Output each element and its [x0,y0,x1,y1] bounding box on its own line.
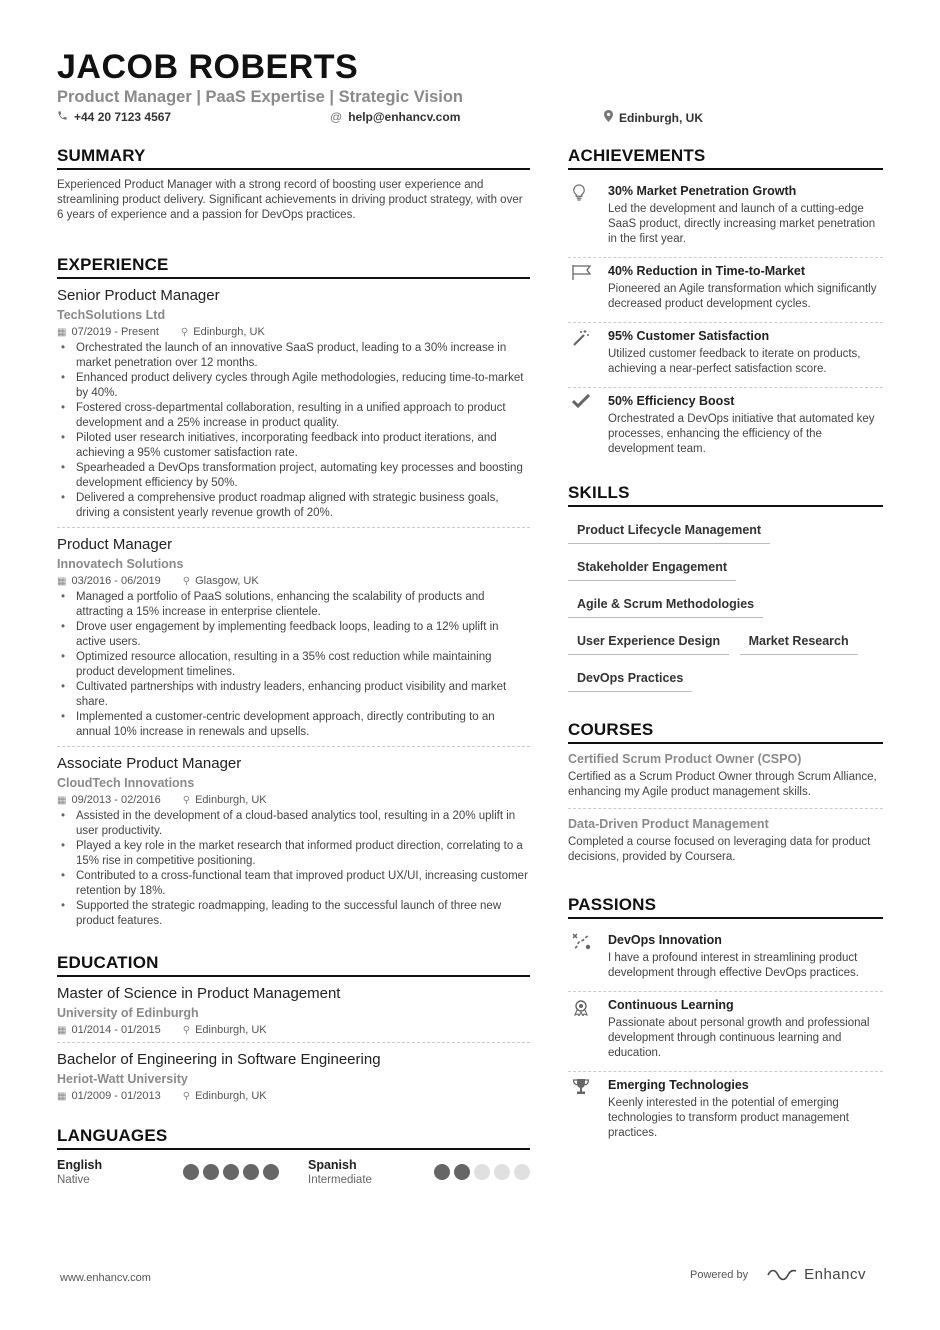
job-location: Glasgow, UK [195,575,259,587]
job-entry [57,287,530,528]
job-location: Edinburgh, UK [195,794,267,806]
job-meta [57,575,530,587]
passion-title: Continuous Learning [608,998,734,1012]
rating-dot [223,1164,239,1180]
job-title: Associate Product Manager [57,755,242,772]
skill-tag: Stakeholder Engagement [568,552,736,581]
job-title: Senior Product Manager [57,287,220,304]
skill-tag: User Experience Design [568,626,729,655]
location-text: Edinburgh, UK [619,110,703,125]
school-name: University of Edinburgh [57,1006,199,1020]
education-meta [57,1024,530,1036]
magic-wand-icon [568,329,608,377]
powered-by-label: Powered by [690,1268,749,1281]
course-desc: Completed a course focused on leveraging data for product decisions, provided by Coursera. [568,836,871,863]
summary-heading: SUMMARY [57,146,530,170]
education-entry [57,1051,530,1108]
passions-section [568,895,883,1151]
contact-location [604,110,703,125]
course-title: Certified Scrum Product Owner (CSPO) [568,752,802,766]
achievement-title: 95% Customer Satisfaction [608,329,770,343]
calendar-icon: ▦ [57,1091,67,1102]
language-level: Intermediate [308,1174,372,1186]
languages-section [57,1126,530,1186]
achievement-item [568,388,883,467]
job-bullet: • Played a key role in the market research that informed product direction, correlating to a 15% rise in competitive positioning. [57,839,530,869]
skill-tag: Agile & Scrum Methodologies [568,589,763,618]
job-bullet: • Implemented a customer-centric development approach, directly contributing to an annual 10% increase in renewals and upsells. [57,710,530,740]
skills-section [568,483,883,700]
school-name: Heriot-Watt University [57,1072,188,1086]
passion-title: DevOps Innovation [608,933,722,947]
job-bullet: • Contributed to a cross-functional team that improved product UX/UI, increasing customer retention by 18%. [57,869,530,899]
education-heading: EDUCATION [57,953,530,977]
passion-desc: I have a profound interest in streamlining product development through effective DevOps practices. [608,952,860,979]
degree-title: Bachelor of Engineering in Software Engineering [57,1051,381,1068]
education-entry [57,985,530,1043]
left-column [57,146,530,1186]
job-bullets [57,590,530,740]
language-entry [308,1158,530,1186]
job-location: Edinburgh, UK [193,326,265,338]
calendar-icon: ▦ [57,327,67,338]
skills-list [568,515,883,700]
location-pin-icon: ⚲ [182,1025,191,1036]
job-bullet: • Delivered a comprehensive product roadmap aligned with strategic business goals, driving a consistent yearly revenue growth of 20%. [57,491,530,521]
language-rating [434,1164,530,1180]
job-bullets [57,341,530,521]
trophy-icon [568,1078,608,1141]
skill-tag: DevOps Practices [568,663,692,692]
languages-heading: LANGUAGES [57,1126,530,1150]
email-address: help@enhancv.com [348,110,461,124]
achievements-section [568,146,883,467]
at-icon: @ [330,110,343,124]
language-level: Native [57,1174,90,1186]
experience-section [57,255,530,935]
job-bullet: • Drove user engagement by implementing feedback loops, leading to a 12% uplift in active users. [57,620,530,650]
rating-dot [474,1164,490,1180]
job-entry [57,536,530,747]
job-dates: 09/2013 - 02/2016 [71,794,161,806]
course-entry [568,752,883,809]
location-pin-icon: ⚲ [180,327,189,338]
language-rating [183,1164,279,1180]
contact-email[interactable] [330,110,460,124]
summary-section [57,146,530,223]
rating-dot [203,1164,219,1180]
job-bullet: • Assisted in the development of a cloud-based analytics tool, resulting in a 20% uplift in user productivity. [57,809,530,839]
skill-tag: Product Lifecycle Management [568,515,770,544]
education-dates: 01/2014 - 01/2015 [71,1024,161,1036]
language-entry [57,1158,279,1186]
achievement-title: 50% Efficiency Boost [608,394,735,408]
courses-heading: COURSES [568,720,883,744]
rating-dot [494,1164,510,1180]
achievement-item [568,178,883,258]
location-pin-icon: ⚲ [182,576,191,587]
rating-dot [183,1164,199,1180]
footer-branding [690,1266,866,1283]
achievement-desc: Led the development and launch of a cutting-edge SaaS product, directly increasing market penetration in the first year. [608,203,876,245]
passions-heading: PASSIONS [568,895,883,919]
job-company: TechSolutions Ltd [57,308,166,322]
achievement-desc: Pioneered an Agile transformation which significantly decreased product development cycles. [608,283,877,310]
right-column [568,146,883,1151]
brand-name: Enhancv [804,1266,866,1283]
enhancv-logo-icon [766,1267,798,1283]
achievement-item [568,258,883,323]
location-pin-icon [604,110,613,125]
skill-tag: Market Research [740,626,858,655]
achievement-item [568,323,883,388]
passion-desc: Passionate about personal growth and professional development through continuous learning and education. [608,1017,870,1059]
route-icon [568,933,608,981]
medal-icon [568,998,608,1061]
course-title: Data-Driven Product Management [568,817,769,831]
rating-dot [243,1164,259,1180]
phone-number: +44 20 7123 4567 [74,110,172,124]
candidate-name: JACOB ROBERTS [57,48,359,86]
contact-phone[interactable] [57,110,171,124]
job-meta [57,794,530,806]
job-bullet: • Fostered cross-departmental collaboration, resulting in a unified approach to product development and a 25% increase in product quality. [57,401,530,431]
calendar-icon: ▦ [57,576,67,587]
achievement-desc: Utilized customer feedback to iterate on products, achieving a near-perfect satisfaction score. [608,348,861,375]
brand-logo[interactable] [766,1266,866,1283]
education-dates: 01/2009 - 01/2013 [71,1090,161,1102]
experience-heading: EXPERIENCE [57,255,530,279]
location-pin-icon: ⚲ [182,1091,191,1102]
passion-item [568,992,883,1072]
job-bullet: • Managed a portfolio of PaaS solutions, enhancing the scalability of products and attracting a 15% increase in enterprise clientele. [57,590,530,620]
job-entry [57,755,530,935]
job-bullet: • Optimized resource allocation, resulting in a 35% cost reduction while maintaining product development timelines. [57,650,530,680]
rating-dot [514,1164,530,1180]
education-location: Edinburgh, UK [195,1090,267,1102]
language-name: English [57,1158,103,1172]
job-title: Product Manager [57,536,173,553]
education-section [57,953,530,1108]
calendar-icon: ▦ [57,795,67,806]
candidate-headline: Product Manager | PaaS Expertise | Strategic Vision [57,88,463,106]
course-desc: Certified as a Scrum Product Owner through Scrum Alliance, enhancing my Agile product management skills. [568,771,877,798]
job-bullet: • Piloted user research initiatives, incorporating feedback into product iterations, and achieving a 95% customer satisfaction rate. [57,431,530,461]
checkmark-icon [568,394,608,457]
achievement-desc: Orchestrated a DevOps initiative that automated key processes, enhancing the efficiency of the development team. [608,413,875,455]
achievement-title: 30% Market Penetration Growth [608,184,797,198]
course-entry [568,817,883,873]
rating-dot [434,1164,450,1180]
education-meta [57,1090,530,1102]
achievement-title: 40% Reduction in Time-to-Market [608,264,806,278]
passion-desc: Keenly interested in the potential of emerging technologies to transform product management practices. [608,1097,849,1139]
lightbulb-icon [568,184,608,247]
rating-dot [454,1164,470,1180]
rating-dot [263,1164,279,1180]
passion-item [568,927,883,992]
location-pin-icon: ⚲ [182,795,191,806]
achievements-heading: ACHIEVEMENTS [568,146,883,170]
job-company: CloudTech Innovations [57,776,195,790]
degree-title: Master of Science in Product Management [57,985,341,1002]
courses-section [568,720,883,873]
job-company: Innovatech Solutions [57,557,184,571]
calendar-icon: ▦ [57,1025,67,1036]
job-bullet: • Orchestrated the launch of an innovative SaaS product, leading to a 30% increase in market penetration over 12 months. [57,341,530,371]
job-bullet: • Supported the strategic roadmapping, leading to the successful launch of three new product features. [57,899,530,929]
job-dates: 03/2016 - 06/2019 [71,575,161,587]
summary-text: Experienced Product Manager with a strong record of boosting user experience and streamlining product delivery. Significant achievements in driving product strategy, with over 6 years of experience and a passion for DevOps practices. [57,179,523,221]
passion-title: Emerging Technologies [608,1078,749,1092]
passion-item [568,1072,883,1151]
skills-heading: SKILLS [568,483,883,507]
job-bullet: • Enhanced product delivery cycles through Agile methodologies, reducing time-to-market by 40%. [57,371,530,401]
job-bullet: • Spearheaded a DevOps transformation project, automating key processes and boosting development efficiency by 50%. [57,461,530,491]
job-dates: 07/2019 - Present [71,326,159,338]
language-name: Spanish [308,1158,357,1172]
job-meta [57,326,530,338]
job-bullet: • Cultivated partnerships with industry leaders, enhancing product visibility and market share. [57,680,530,710]
footer-website[interactable]: www.enhancv.com [60,1272,151,1284]
flag-icon [568,264,608,312]
education-location: Edinburgh, UK [195,1024,267,1036]
phone-icon [57,110,68,124]
languages-row [57,1158,530,1186]
job-bullets [57,809,530,929]
